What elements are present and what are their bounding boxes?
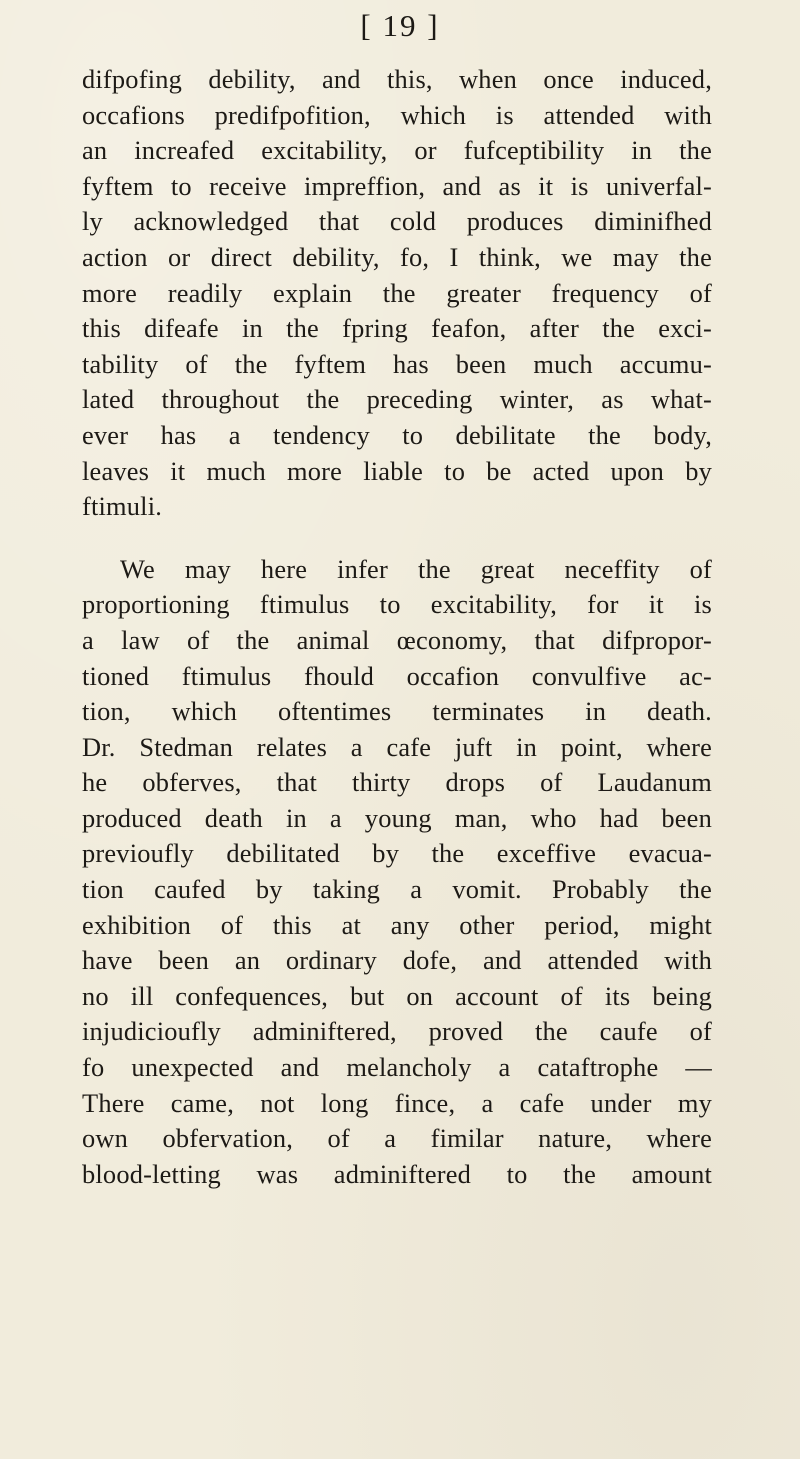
text-line: this difeafe in the fpring feafon, after the exci- [82,313,712,344]
text-line: tion, which oftentimes terminates in death. [82,696,712,727]
text-line: he obferves, that thirty drops of Laudanum [82,767,712,798]
text-line: fo unexpected and melancholy a cataftrophe — [82,1052,712,1083]
text-line: lated throughout the preceding winter, as what- [82,384,712,415]
text-line: exhibition of this at any other period, might [82,909,712,940]
text-line: blood-letting was adminiftered to the amount [82,1158,712,1189]
text-line: leaves it much more liable to be acted upon by [82,455,712,486]
text-line: Dr. Stedman relates a cafe juft in point, where [82,731,712,762]
text-line: an increafed excitability, or fufceptibility in the [82,135,712,166]
text-line: difpofing debility, and this, when once induced, [82,64,712,94]
text-line: have been an ordinary dofe, and attended with [82,945,712,976]
paragraph-2 [82,552,712,1193]
text-line: We may here infer the great neceffity of [120,553,712,584]
text-line: more readily explain the greater frequency of [82,277,712,308]
text-line: fyftem to receive impreffion, and as it is univerfal- [82,170,712,201]
text-line: proportioning ftimulus to excitability, for it is [82,589,712,620]
text-line: tability of the fyftem has been much accumu- [82,348,712,379]
text-line: There came, not long fince, a cafe under my [82,1087,712,1118]
text-line: action or direct debility, fo, I think, we may the [82,241,712,272]
paragraph-1 [82,62,712,525]
text-line: tion caufed by taking a vomit. Probably the [82,874,712,905]
text-line: ever has a tendency to debilitate the body, [82,419,712,450]
text-line: injudicioufly adminiftered, proved the caufe of [82,1016,712,1047]
text-line: ftimuli. [82,491,163,522]
body-text [82,62,712,1192]
text-line: a law of the animal œconomy, that difpropor- [82,624,712,655]
text-line: no ill confequences, but on account of its being [82,980,712,1011]
text-line: ly acknowledged that cold produces diminifhed [82,206,712,237]
page-number: [ 19 ] [360,8,440,43]
text-line: occafions predifpofition, which is attended with [82,99,712,130]
text-line: tioned ftimulus fhould occafion convulfive ac- [82,660,712,691]
text-line: previoufly debilitated by the exceffive evacua- [82,838,712,869]
text-line: own obfervation, of a fimilar nature, where [82,1123,712,1154]
text-line: produced death in a young man, who had been [82,802,712,833]
